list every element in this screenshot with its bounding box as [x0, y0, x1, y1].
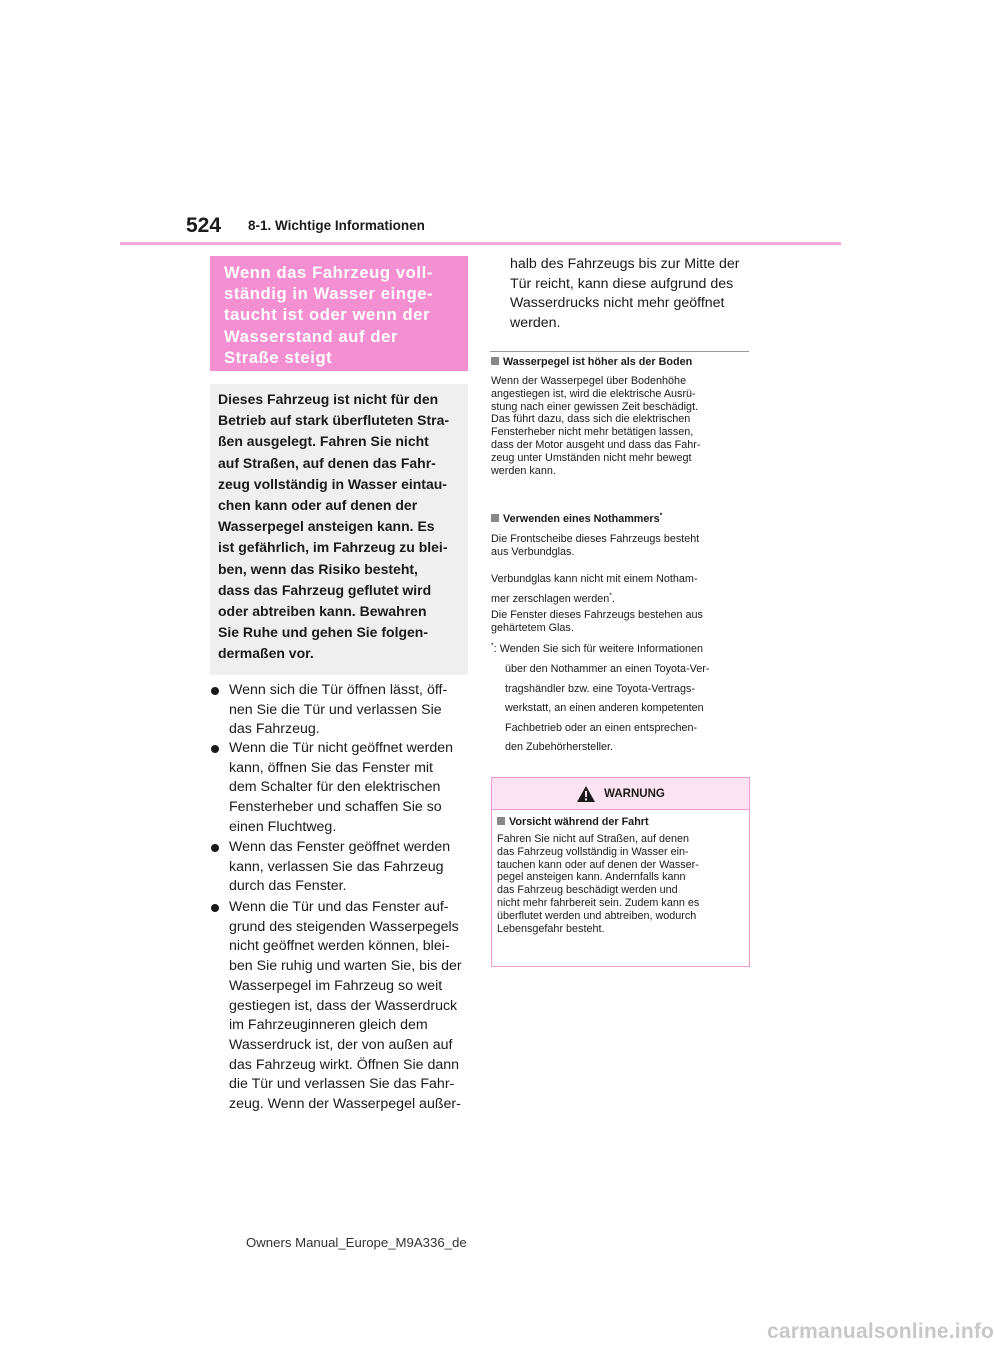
bullet-line: grund des steigenden Wasserpegels — [229, 918, 459, 935]
bullet-item — [211, 739, 466, 838]
warning-header — [492, 778, 749, 810]
continued-paragraph — [510, 255, 755, 334]
warning-label: WARNUNG — [604, 787, 665, 800]
bullet-item — [211, 898, 466, 1115]
intro-line: oder abtreiben kann. Bewahren — [218, 603, 427, 620]
bullet-dot-icon — [211, 687, 219, 695]
intro-line: Wasserpegel ansteigen kann. Es — [218, 518, 435, 535]
heading-line: Straße steigt — [224, 347, 333, 367]
intro-line: Dieses Fahrzeug ist nicht für den — [218, 391, 439, 407]
bullet-line: im Fahrzeuginneren gleich dem — [229, 1017, 428, 1034]
paragraph-line: Die Frontscheibe dieses Fahrzeugs besteht — [491, 533, 700, 545]
heading-line: Wasserstand auf der — [224, 326, 399, 346]
footnote-line: werkstatt, an einen anderen kompetenten — [505, 702, 704, 715]
hammer-paragraph-2 — [491, 570, 751, 609]
intro-box — [210, 384, 468, 675]
footnote-line: Fachbetrieb oder an einen entsprechen- — [505, 721, 698, 734]
footnote-line: den Zubehörhersteller. — [505, 741, 614, 754]
bullet-line: nicht geöffnet werden können, blei- — [229, 938, 450, 955]
paragraph-line: mer zerschlagen werden*. — [491, 591, 615, 605]
footer-document-id: Owners Manual_Europe_M9A336_de — [246, 1235, 467, 1250]
subheading-water-level — [491, 356, 692, 368]
bullet-line: Wenn die Tür nicht geöffnet werden — [229, 740, 453, 756]
bullet-dot-icon — [211, 745, 219, 753]
paragraph-line: gehärtetem Glas. — [491, 621, 574, 634]
bullet-line: Wenn das Fenster geöffnet werden — [229, 839, 451, 855]
square-bullet-icon — [491, 357, 499, 365]
hammer-paragraph-1 — [491, 533, 751, 559]
warning-box — [491, 777, 750, 967]
intro-line: zeug vollständig in Wasser eintau- — [218, 475, 447, 492]
warning-subheading: Vorsicht während der Fahrt — [497, 816, 649, 828]
paragraph-line: dass der Motor ausgeht und dass das Fahr- — [491, 438, 701, 451]
bullet-line: einen Fluchtweg. — [229, 818, 337, 835]
bullet-line: kann, öffnen Sie das Fenster mit — [229, 759, 433, 776]
bullet-line: gestiegen ist, dass der Wasserdruck — [229, 997, 458, 1014]
subheading-text: Wasserpegel ist höher als der Boden — [503, 356, 693, 368]
paragraph-line: zeug unter Umständen nicht mehr bewegt — [491, 451, 692, 464]
warning-text — [497, 833, 742, 935]
header-divider — [120, 242, 841, 245]
paragraph-line: Wasserdrucks nicht mehr geöffnet — [510, 295, 725, 312]
warning-line: Lebensgefahr besteht. — [497, 922, 605, 935]
subheading-text: Verwenden eines Nothammers — [503, 513, 660, 525]
paragraph-line: Tür reicht, kann diese aufgrund des — [510, 275, 734, 292]
bullet-line: Wasserpegel im Fahrzeug so weit — [229, 977, 443, 994]
paragraph-line: aus Verbundglas. — [491, 545, 575, 558]
bullet-line: Fensterheber und schaffen Sie so — [229, 799, 442, 816]
warning-line: tauchen kann oder auf denen der Wasser- — [497, 858, 699, 871]
footnote-text — [505, 660, 755, 758]
paragraph-line: Wenn der Wasserpegel über Bodenhöhe — [491, 375, 687, 387]
warning-line: nicht mehr fahrbereit sein. Zudem kann es — [497, 896, 700, 909]
paragraph-line: Die Fenster dieses Fahrzeugs bestehen aus — [491, 609, 703, 621]
warning-line: Fahren Sie nicht auf Straßen, auf denen — [497, 833, 690, 845]
bullet-line: das Fahrzeug wirkt. Öffnen Sie dann — [229, 1056, 460, 1073]
square-bullet-icon — [497, 817, 505, 825]
watermark: carmanualsonline.info — [767, 1320, 994, 1343]
paragraph-line: angestiegen ist, wird die elektrische Ausrü- — [491, 387, 696, 400]
paragraph-line: stung nach einer gewissen Zeit beschädigt. — [491, 400, 699, 413]
bullet-line: Wenn die Tür und das Fenster auf- — [229, 899, 449, 915]
bullet-line: Wenn sich die Tür öffnen lässt, öff- — [229, 682, 448, 698]
paragraph-line: werden kann. — [491, 464, 556, 477]
bullet-dot-icon — [211, 904, 219, 912]
bullet-line: Wasserdruck ist, der von außen auf — [229, 1036, 453, 1053]
section-heading-box — [210, 256, 468, 371]
paragraph-line: Das führt dazu, dass sich die elektrischen — [491, 413, 691, 426]
footnote-line: über den Nothammer an einen Toyota-Ver- — [505, 663, 710, 675]
warning-triangle-icon — [576, 785, 596, 803]
footnote-marker: * — [491, 642, 494, 650]
warning-line: das Fahrzeug vollständig in Wasser ein- — [497, 845, 689, 858]
bullet-line: das Fahrzeug. — [229, 721, 320, 738]
hammer-paragraph-3 — [491, 609, 751, 635]
intro-line: auf Straßen, auf denen das Fahr- — [218, 454, 436, 471]
bullet-dot-icon — [211, 844, 219, 852]
subheading-emergency-hammer — [491, 513, 662, 525]
bullet-item — [211, 838, 466, 897]
bullet-item — [211, 681, 466, 740]
heading-line: ständig in Wasser einge- — [224, 284, 434, 304]
warning-line: das Fahrzeug beschädigt werden und — [497, 884, 678, 897]
paragraph-line: Fensterheber nicht mehr betätigen lassen, — [491, 426, 694, 439]
intro-line: ßen ausgelegt. Fahren Sie nicht — [218, 433, 429, 450]
water-level-paragraph — [491, 375, 751, 477]
bullet-line: nen Sie die Tür und verlassen Sie — [229, 701, 442, 718]
bullet-line: ben Sie ruhig und warten Sie, bis der — [229, 958, 462, 975]
warning-line: pegel ansteigen kann. Andernfalls kann — [497, 871, 686, 884]
warning-line: überflutet werden und abtreiben, wodurch — [497, 909, 697, 922]
footnote-marker: * — [659, 512, 663, 520]
heading-line: Wenn das Fahrzeug voll- — [224, 263, 433, 282]
intro-line: ben, wenn das Risiko besteht, — [218, 560, 418, 577]
intro-line: Sie Ruhe und gehen Sie folgen- — [218, 624, 429, 641]
footnote-first-line: *: Wenden Sie sich für weitere Informationen — [491, 642, 703, 655]
intro-line: dermaßen vor. — [218, 645, 314, 662]
footnote-line: tragshändler bzw. eine Toyota-Vertrags- — [505, 682, 696, 695]
paragraph-line: Verbundglas kann nicht mit einem Notham- — [491, 573, 698, 585]
intro-line: ist gefährlich, im Fahrzeug zu blei- — [218, 539, 448, 556]
paragraph-line: werden. — [510, 315, 561, 332]
bullet-line: die Tür und verlassen Sie das Fahr- — [229, 1076, 455, 1093]
page-number: 524 — [186, 214, 222, 237]
paragraph-line: halb des Fahrzeugs bis zur Mitte der — [510, 256, 740, 272]
intro-line: dass das Fahrzeug geflutet wird — [218, 581, 432, 598]
square-bullet-icon — [491, 514, 499, 522]
heading-line: taucht ist oder wenn der — [224, 305, 431, 325]
section-title: 8-1. Wichtige Informationen — [248, 218, 425, 233]
column-divider — [490, 351, 749, 352]
intro-line: Betrieb auf stark überfluteten Stra- — [218, 412, 450, 429]
bullet-line: dem Schalter für den elektrischen — [229, 779, 441, 796]
footnote-marker: * — [609, 591, 612, 599]
bullet-line: durch das Fenster. — [229, 878, 347, 895]
bullet-line: zeug. Wenn der Wasserpegel außer- — [229, 1096, 461, 1113]
bullet-line: kann, verlassen Sie das Fahrzeug — [229, 858, 444, 875]
intro-line: chen kann oder auf denen der — [218, 497, 418, 514]
